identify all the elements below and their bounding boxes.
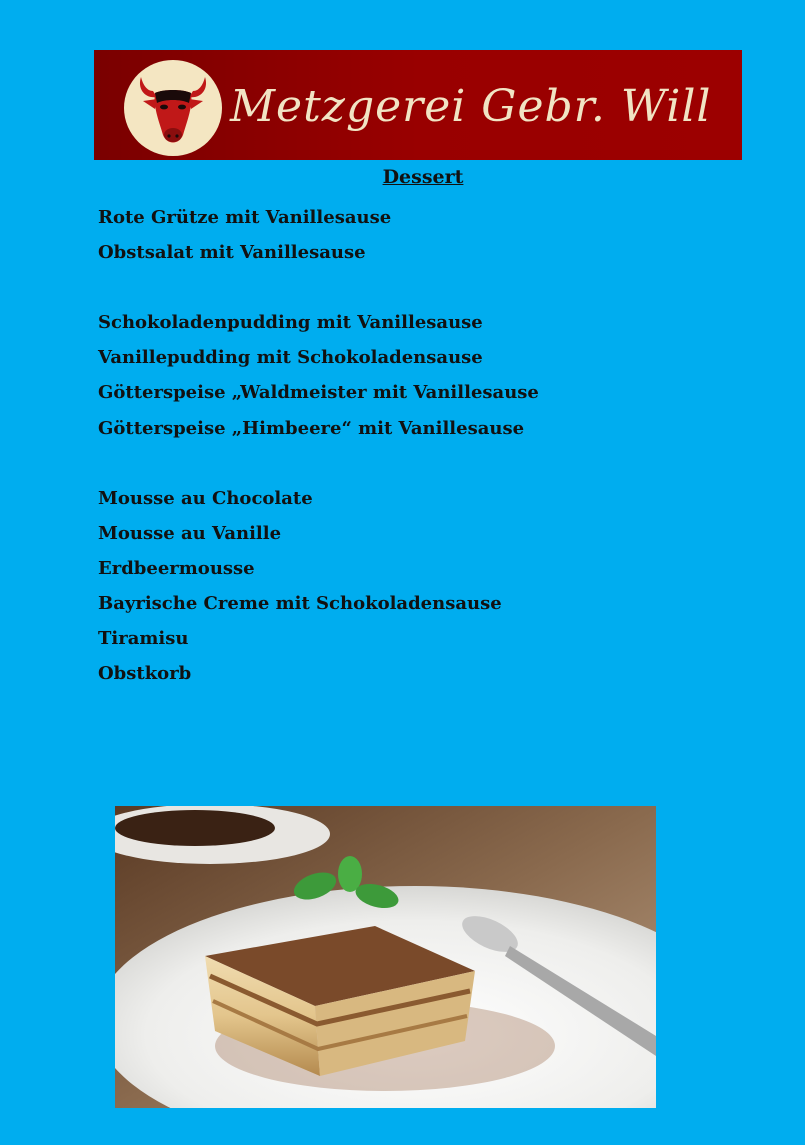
list-item: Tiramisu (98, 628, 189, 650)
tiramisu-photo (115, 806, 656, 1108)
list-item: Schokoladenpudding mit Vanillesause (98, 312, 483, 334)
brand-name: Metzgerei Gebr. Will (230, 81, 712, 132)
list-spacer (98, 270, 539, 305)
list-spacer (98, 446, 539, 481)
list-item: Götterspeise „Waldmeister mit Vanillesause (98, 382, 539, 404)
list-item: Obstsalat mit Vanillesause (98, 242, 366, 264)
list-item: Obstkorb (98, 663, 192, 685)
list-item: Erdbeermousse (98, 557, 255, 579)
list-item: Mousse au Chocolate (98, 487, 313, 509)
bull-head-icon (123, 59, 223, 157)
dessert-list (98, 200, 539, 691)
menu-heading: Dessert (382, 166, 464, 188)
list-item: Rote Grütze mit Vanillesause (98, 207, 392, 228)
list-item: Bayrische Creme mit Schokoladensause (98, 593, 502, 615)
list-item: Vanillepudding mit Schokoladensause (98, 347, 483, 369)
list-item: Mousse au Vanille (98, 522, 282, 544)
list-item: Götterspeise „Himbeere“ mit Vanillesause (98, 417, 525, 439)
